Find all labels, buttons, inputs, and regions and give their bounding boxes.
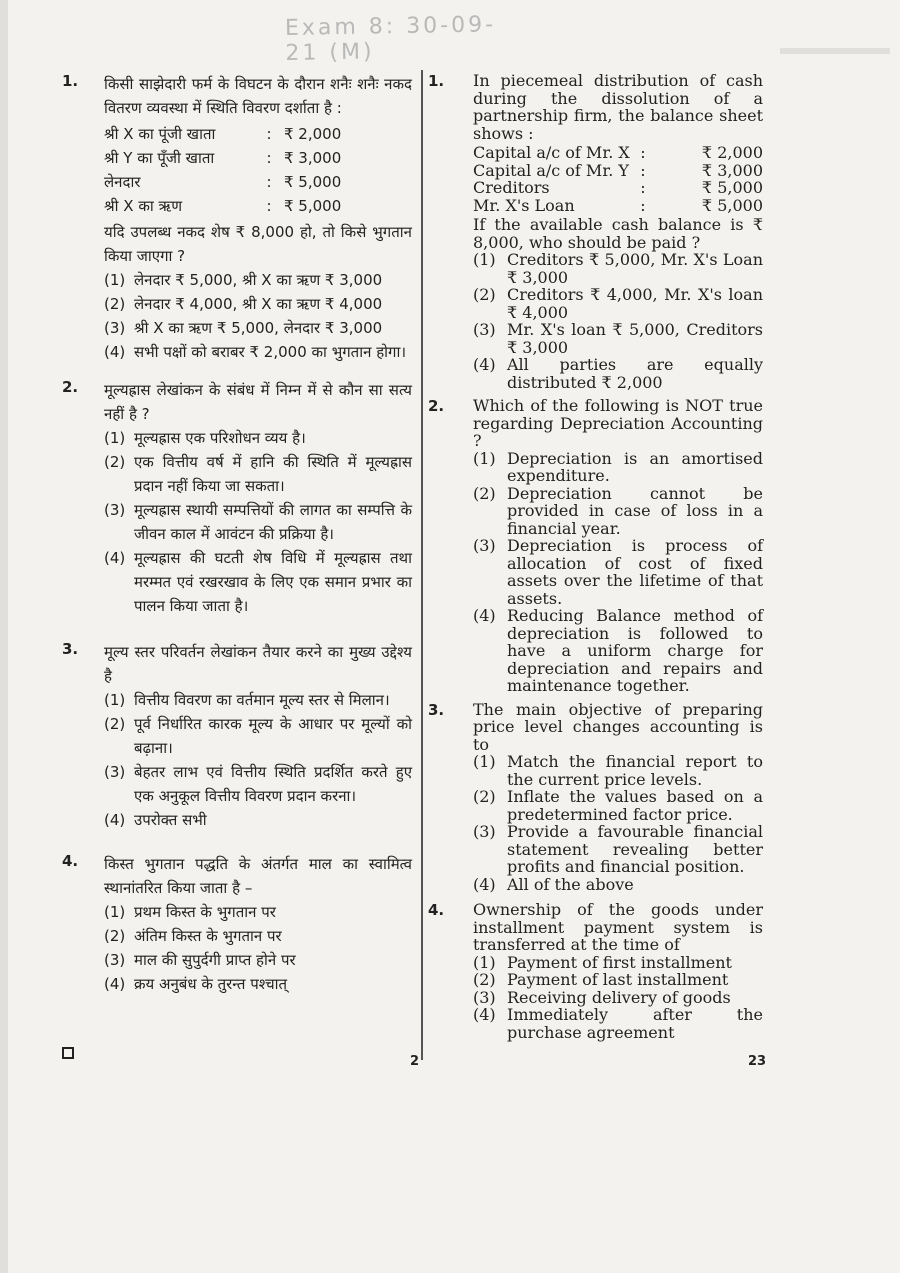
option-1 bbox=[104, 426, 412, 450]
ledger-value: ₹ 2,000 bbox=[284, 125, 342, 143]
question-body bbox=[473, 701, 763, 894]
ledger-name: श्री X का ऋण bbox=[104, 197, 183, 215]
option-3 bbox=[104, 760, 412, 808]
option-text: लेनदार ₹ 4,000, श्री X का ऋण ₹ 4,000 bbox=[134, 295, 383, 313]
option-text: All of the above bbox=[507, 874, 634, 894]
option-text: सभी पक्षों को बराबर ₹ 2,000 का भुगतान होगा। bbox=[134, 343, 407, 361]
ledger-row bbox=[473, 162, 763, 180]
ledger-value: ₹ 3,000 bbox=[284, 149, 342, 167]
option-text: बेहतर लाभ एवं वित्तीय स्थिति प्रदर्शित करते हुए एक अनुकूल वित्तीय विवरण प्रदान करना। bbox=[134, 763, 412, 805]
ledger-value: ₹ 5,000 bbox=[701, 195, 763, 215]
question-text: Which of the following is NOT true regarding Depreciation Accounting ? bbox=[473, 396, 763, 450]
option-text: मूल्यह्रास स्थायी सम्पत्तियों की लागत का सम्पत्ति के जीवन काल में आवंटन की प्रक्रिया है। bbox=[134, 501, 412, 543]
option-1 bbox=[104, 900, 412, 924]
ledger-name: Capital a/c of Mr. X bbox=[473, 143, 630, 162]
ledger-value: ₹ 5,000 bbox=[284, 197, 342, 215]
ledger-colon: : bbox=[640, 160, 646, 180]
ledger-name: लेनदार bbox=[104, 173, 141, 191]
question-text: The main objective of preparing price level changes accounting is to bbox=[473, 699, 763, 754]
option-text: Payment of first installment bbox=[507, 952, 732, 972]
option-number: (2) bbox=[104, 927, 126, 945]
hindi-column bbox=[62, 72, 412, 996]
option-3 bbox=[104, 316, 412, 340]
option-number: (2) bbox=[104, 715, 126, 733]
option-4 bbox=[473, 356, 763, 391]
option-2 bbox=[104, 712, 412, 760]
ledger-name: श्री X का पूंजी खाता bbox=[104, 125, 216, 143]
question-1 bbox=[62, 72, 412, 364]
option-number: (3) bbox=[104, 951, 126, 969]
ledger-row bbox=[104, 122, 412, 146]
ledger-colon: : bbox=[640, 195, 646, 215]
option-number: (3) bbox=[104, 763, 126, 781]
option-text: Payment of last installment bbox=[507, 970, 729, 989]
option-number: (4) bbox=[473, 606, 496, 625]
option-text: अंतिम किस्त के भुगतान पर bbox=[134, 927, 282, 945]
ledger-colon: : bbox=[640, 178, 646, 197]
option-2 bbox=[104, 292, 412, 316]
option-4 bbox=[104, 546, 412, 618]
ledger-colon: : bbox=[266, 197, 272, 215]
option-3 bbox=[104, 498, 412, 546]
question-4 bbox=[62, 852, 412, 996]
option-text: उपरोक्त सभी bbox=[134, 811, 207, 829]
option-number: (1) bbox=[473, 752, 496, 771]
question-number: 2. bbox=[62, 378, 79, 396]
option-number: (3) bbox=[473, 822, 496, 841]
ledger-row bbox=[104, 170, 412, 194]
question-2 bbox=[428, 397, 763, 695]
ledger-row bbox=[473, 179, 763, 197]
option-number: (1) bbox=[473, 952, 496, 972]
ledger-colon: : bbox=[266, 149, 272, 167]
option-2 bbox=[473, 971, 763, 989]
option-2 bbox=[104, 924, 412, 948]
question-text: किस्त भुगतान पद्धति के अंतर्गत माल का स्वामित्व स्थानांतरित किया जाता है – bbox=[104, 855, 412, 897]
option-number: (4) bbox=[473, 874, 496, 894]
option-number: (1) bbox=[104, 691, 126, 709]
option-4 bbox=[104, 340, 412, 364]
option-3 bbox=[473, 823, 763, 876]
option-text: प्रथम किस्त के भुगतान पर bbox=[134, 903, 276, 921]
ledger-name: Creditors bbox=[473, 178, 550, 197]
ledger-colon: : bbox=[640, 143, 646, 162]
option-text: Mr. X's loan ₹ 5,000, Creditors ₹ 3,000 bbox=[507, 320, 763, 357]
option-1 bbox=[104, 688, 412, 712]
option-number: (3) bbox=[104, 501, 126, 519]
ledger-name: श्री Y का पूँजी खाता bbox=[104, 149, 215, 167]
option-3 bbox=[473, 989, 763, 1007]
option-text: Creditors ₹ 5,000, Mr. X's Loan ₹ 3,000 bbox=[507, 250, 763, 287]
option-number: (1) bbox=[104, 429, 126, 447]
question-number: 4. bbox=[62, 852, 79, 870]
option-text: एक वित्तीय वर्ष में हानि की स्थिति में मूल्यह्रास प्रदान नहीं किया जा सकता। bbox=[134, 453, 412, 495]
question-body bbox=[104, 378, 412, 618]
option-text: Match the financial report to the current price levels. bbox=[507, 752, 763, 789]
question-text: किसी साझेदारी फर्म के विघटन के दौरान शनैः शनैः नकद वितरण व्यवस्था में स्थिति विवरण दर्शाता है : bbox=[104, 75, 412, 117]
option-text: क्रय अनुबंध के तुरन्त पश्चात् bbox=[134, 975, 288, 993]
option-number: (2) bbox=[473, 285, 496, 304]
option-text: वित्तीय विवरण का वर्तमान मूल्य स्तर से मिलान। bbox=[134, 691, 390, 709]
option-4 bbox=[104, 972, 412, 996]
option-number: (2) bbox=[104, 295, 126, 313]
question-text-continued: यदि उपलब्ध नकद शेष ₹ 8,000 हो, तो किसे भुगतान किया जाएगा ? bbox=[104, 223, 412, 265]
option-text: Inflate the values based on a predetermined factor price. bbox=[507, 787, 763, 824]
balance-ledger bbox=[473, 144, 763, 214]
option-text: श्री X का ऋण ₹ 5,000, लेनदार ₹ 3,000 bbox=[134, 319, 383, 337]
option-number: (4) bbox=[104, 343, 126, 361]
question-number: 4. bbox=[428, 901, 445, 919]
option-2 bbox=[473, 485, 763, 538]
option-text: लेनदार ₹ 5,000, श्री X का ऋण ₹ 3,000 bbox=[134, 271, 383, 289]
question-body bbox=[473, 397, 763, 695]
option-1 bbox=[473, 954, 763, 972]
option-number: (4) bbox=[473, 355, 496, 374]
option-text: Creditors ₹ 4,000, Mr. X's loan ₹ 4,000 bbox=[507, 285, 763, 322]
question-1 bbox=[428, 72, 763, 391]
ledger-name: Mr. X's Loan bbox=[473, 195, 575, 215]
question-body bbox=[104, 72, 412, 364]
option-2 bbox=[104, 450, 412, 498]
page-code: 23 bbox=[748, 1054, 767, 1069]
option-number: (3) bbox=[473, 536, 496, 555]
question-number: 3. bbox=[62, 640, 79, 658]
ledger-name: Capital a/c of Mr. Y bbox=[473, 160, 629, 180]
ledger-value: ₹ 5,000 bbox=[284, 173, 342, 191]
option-number: (4) bbox=[473, 1005, 496, 1024]
question-body bbox=[104, 640, 412, 832]
option-1 bbox=[473, 450, 763, 485]
question-text: मूल्यह्रास लेखांकन के संबंध में निम्न में से कौन सा सत्य नहीं है ? bbox=[104, 381, 412, 423]
question-text-continued: If the available cash balance is ₹ 8,000, who should be paid ? bbox=[473, 215, 763, 252]
option-text: All parties are equally distributed ₹ 2,000 bbox=[507, 355, 763, 392]
option-text: मूल्यह्रास एक परिशोधन व्यय है। bbox=[134, 429, 306, 447]
question-number: 1. bbox=[428, 72, 445, 90]
question-text: मूल्य स्तर परिवर्तन लेखांकन तैयार करने का मुख्य उद्देश्य है bbox=[104, 643, 412, 685]
ledger-colon: : bbox=[266, 173, 272, 191]
ledger-value: ₹ 3,000 bbox=[701, 160, 763, 180]
option-2 bbox=[473, 286, 763, 321]
header-stamp: Exam 8: 30-09-21 (M) bbox=[284, 12, 497, 67]
option-1 bbox=[473, 753, 763, 788]
question-number: 2. bbox=[428, 397, 445, 415]
option-1 bbox=[104, 268, 412, 292]
column-divider bbox=[421, 70, 423, 1060]
option-number: (3) bbox=[104, 319, 126, 337]
option-text: पूर्व निर्धारित कारक मूल्य के आधार पर मूल्यों को बढ़ाना। bbox=[134, 715, 412, 757]
option-text: Reducing Balance method of depreciation is followed to have a uniform charge for depreciation and repairs and maintenance together. bbox=[507, 606, 763, 695]
option-1 bbox=[473, 251, 763, 286]
option-number: (2) bbox=[104, 453, 126, 471]
option-text: Provide a favourable financial statement revealing better profits and financial position. bbox=[507, 822, 763, 876]
question-2 bbox=[62, 378, 412, 618]
option-text: माल की सुपुर्दगी प्राप्त होने पर bbox=[134, 951, 296, 969]
option-text: Depreciation cannot be provided in case of loss in a financial year. bbox=[507, 483, 763, 538]
option-text: मूल्यह्रास की घटती शेष विधि में मूल्यह्रास तथा मरम्मत एवं रखरखाव के लिए एक समान प्रभार का पालन किया जाता है। bbox=[134, 549, 412, 615]
option-number: (1) bbox=[473, 250, 496, 269]
option-3 bbox=[473, 321, 763, 356]
option-2 bbox=[473, 788, 763, 823]
option-number: (2) bbox=[473, 970, 496, 989]
option-number: (2) bbox=[473, 483, 496, 503]
option-text: Depreciation is process of allocation of cost of fixed assets over the lifetime of that assets. bbox=[507, 536, 763, 608]
option-text: Depreciation is an amortised expenditure. bbox=[507, 448, 763, 485]
ledger-value: ₹ 2,000 bbox=[701, 143, 763, 162]
ledger-colon: : bbox=[266, 125, 272, 143]
option-text: Receiving delivery of goods bbox=[507, 987, 731, 1007]
option-number: (1) bbox=[473, 448, 496, 468]
question-4 bbox=[428, 901, 763, 1041]
option-4 bbox=[473, 1006, 763, 1041]
footer-square-icon bbox=[62, 1047, 74, 1059]
question-number: 3. bbox=[428, 700, 445, 719]
option-3 bbox=[104, 948, 412, 972]
english-column bbox=[428, 72, 763, 1041]
ledger-value: ₹ 5,000 bbox=[701, 178, 763, 197]
question-body bbox=[104, 852, 412, 996]
balance-ledger bbox=[104, 122, 412, 218]
question-body bbox=[473, 72, 763, 391]
option-number: (1) bbox=[104, 903, 126, 921]
question-body bbox=[473, 901, 763, 1041]
ledger-row bbox=[104, 146, 412, 170]
ledger-row bbox=[104, 194, 412, 218]
option-text: Immediately after the purchase agreement bbox=[507, 1005, 763, 1042]
option-4 bbox=[473, 607, 763, 695]
ledger-row bbox=[473, 197, 763, 215]
question-3 bbox=[62, 640, 412, 832]
question-text: Ownership of the goods under installment payment system is transferred at the time of bbox=[473, 900, 763, 954]
option-number: (3) bbox=[473, 320, 496, 339]
option-number: (2) bbox=[473, 787, 496, 806]
option-number: (1) bbox=[104, 271, 126, 289]
question-3 bbox=[428, 701, 763, 894]
option-number: (4) bbox=[104, 549, 126, 567]
ledger-row bbox=[473, 144, 763, 162]
question-text: In piecemeal distribution of cash during the dissolution of a partnership firm, the balance sheet shows : bbox=[473, 71, 763, 143]
option-number: (3) bbox=[473, 987, 496, 1007]
option-3 bbox=[473, 537, 763, 607]
option-number: (4) bbox=[104, 975, 126, 993]
page-number: 2 bbox=[410, 1054, 420, 1069]
option-4 bbox=[104, 808, 412, 832]
option-number: (4) bbox=[104, 811, 126, 829]
question-number: 1. bbox=[62, 72, 79, 90]
option-4 bbox=[473, 876, 763, 894]
